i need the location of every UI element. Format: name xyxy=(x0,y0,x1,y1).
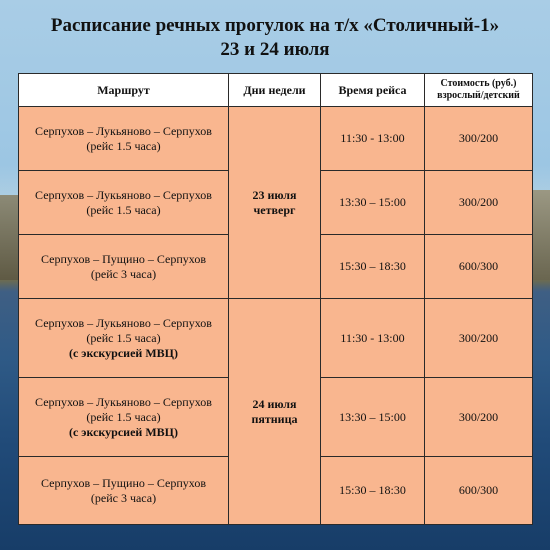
route-cell xyxy=(19,378,229,457)
route-cell xyxy=(19,235,229,299)
route-duration: (рейс 3 часа) xyxy=(90,266,157,281)
table-row xyxy=(19,107,533,171)
day-cell-group-2 xyxy=(229,299,321,525)
route-name: Серпухов – Лукьяново – Серпухов xyxy=(35,187,212,202)
day-date: 23 июля xyxy=(252,187,297,202)
header-day: Дни недели xyxy=(229,74,321,107)
day-cell-group-1 xyxy=(229,107,321,299)
price-cell: 300/200 xyxy=(425,378,533,457)
schedule-table xyxy=(18,73,533,525)
route-duration: (рейс 1.5 часа) xyxy=(86,138,161,153)
time-cell: 13:30 – 15:00 xyxy=(321,378,425,457)
header-route: Маршрут xyxy=(19,74,229,107)
time-cell: 11:30 - 13:00 xyxy=(321,299,425,378)
time-cell: 15:30 – 18:30 xyxy=(321,457,425,525)
table-header-row xyxy=(19,74,533,107)
table-row xyxy=(19,299,533,378)
route-name: Серпухов – Лукьяново – Серпухов xyxy=(35,394,212,409)
route-name: Серпухов – Лукьяново – Серпухов xyxy=(35,315,212,330)
page-title xyxy=(0,14,550,62)
route-cell xyxy=(19,457,229,525)
route-duration: (рейс 3 часа) xyxy=(90,490,157,505)
route-duration: (рейс 1.5 часа) xyxy=(86,409,161,424)
header-cost xyxy=(425,74,533,107)
route-name: Серпухов – Лукьяново – Серпухов xyxy=(35,123,212,138)
route-duration: (рейс 1.5 часа) xyxy=(86,202,161,217)
route-cell xyxy=(19,171,229,235)
time-cell: 11:30 - 13:00 xyxy=(321,107,425,171)
route-name: Серпухов – Пущино – Серпухов xyxy=(41,251,206,266)
route-duration: (рейс 1.5 часа) xyxy=(86,330,161,345)
price-cell: 300/200 xyxy=(425,171,533,235)
price-cell: 300/200 xyxy=(425,107,533,171)
day-date: 24 июля xyxy=(252,396,297,411)
header-cost-line-2: взрослый/детский xyxy=(437,90,520,101)
route-name: Серпухов – Пущино – Серпухов xyxy=(41,475,206,490)
day-weekday: четверг xyxy=(253,202,296,217)
route-excursion: (с экскурсией МВЦ) xyxy=(68,345,178,360)
price-cell: 300/200 xyxy=(425,299,533,378)
time-cell: 15:30 – 18:30 xyxy=(321,235,425,299)
header-time: Время рейса xyxy=(321,74,425,107)
header-cost-line-1: Стоимость (руб.) xyxy=(440,78,517,89)
time-cell: 13:30 – 15:00 xyxy=(321,171,425,235)
route-cell xyxy=(19,299,229,378)
route-cell xyxy=(19,107,229,171)
title-line-1: Расписание речных прогулок на т/х «Столичный-1» xyxy=(50,15,500,36)
day-weekday: пятница xyxy=(251,411,298,426)
title-line-2: 23 и 24 июля xyxy=(220,39,330,60)
route-excursion: (с экскурсией МВЦ) xyxy=(68,424,178,439)
price-cell: 600/300 xyxy=(425,457,533,525)
price-cell: 600/300 xyxy=(425,235,533,299)
